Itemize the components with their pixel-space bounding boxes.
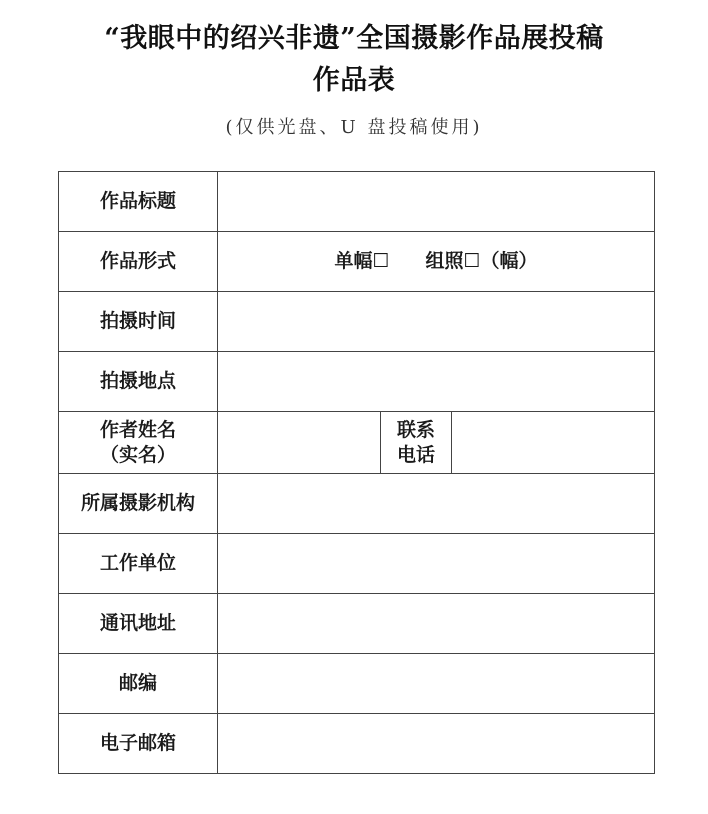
row-shoot-time bbox=[59, 292, 655, 352]
work-title-field[interactable] bbox=[218, 172, 655, 232]
shoot-place-field[interactable] bbox=[218, 352, 655, 412]
row-author bbox=[59, 412, 655, 474]
row-shoot-place bbox=[59, 352, 655, 412]
submission-form-table bbox=[58, 171, 655, 774]
phone-field[interactable] bbox=[452, 412, 655, 474]
phone-label bbox=[381, 412, 452, 474]
author-name-label bbox=[59, 412, 218, 474]
organization-label: 所属摄影机构 bbox=[59, 474, 218, 534]
work-form-field bbox=[218, 232, 655, 292]
phone-label-line1: 联系 bbox=[396, 418, 435, 441]
work-title-label: 作品标题 bbox=[59, 172, 218, 232]
row-work-title bbox=[59, 172, 655, 232]
shoot-place-label: 拍摄地点 bbox=[59, 352, 218, 412]
employer-field[interactable] bbox=[218, 534, 655, 594]
row-email bbox=[59, 714, 655, 774]
postcode-label: 邮编 bbox=[59, 654, 218, 714]
email-label: 电子邮箱 bbox=[59, 714, 218, 774]
row-work-form bbox=[59, 232, 655, 292]
email-field[interactable] bbox=[218, 714, 655, 774]
row-address bbox=[59, 594, 655, 654]
address-label: 通讯地址 bbox=[59, 594, 218, 654]
author-name-field[interactable] bbox=[218, 412, 381, 474]
author-name-label-line1: 作者姓名 bbox=[99, 418, 176, 441]
group-option-checkbox[interactable]: 组照☐（幅） bbox=[425, 250, 538, 272]
work-form-label: 作品形式 bbox=[59, 232, 218, 292]
address-field[interactable] bbox=[218, 594, 655, 654]
page-title-line2: 作品表 bbox=[312, 65, 396, 96]
postcode-field[interactable] bbox=[218, 654, 655, 714]
page-title: “我眼中的绍兴非遗”全国摄影作品展投稿 bbox=[104, 23, 604, 54]
row-employer bbox=[59, 534, 655, 594]
phone-label-line2: 电话 bbox=[396, 443, 435, 466]
page-subtitle: (仅供光盘、U 盘投稿使用) bbox=[225, 117, 483, 138]
row-organization bbox=[59, 474, 655, 534]
organization-field[interactable] bbox=[218, 474, 655, 534]
shoot-time-label: 拍摄时间 bbox=[59, 292, 218, 352]
employer-label: 工作单位 bbox=[59, 534, 218, 594]
author-name-label-line2: （实名） bbox=[99, 443, 176, 466]
row-postcode bbox=[59, 654, 655, 714]
single-option-checkbox[interactable]: 单幅☐ bbox=[334, 250, 390, 272]
shoot-time-field[interactable] bbox=[218, 292, 655, 352]
